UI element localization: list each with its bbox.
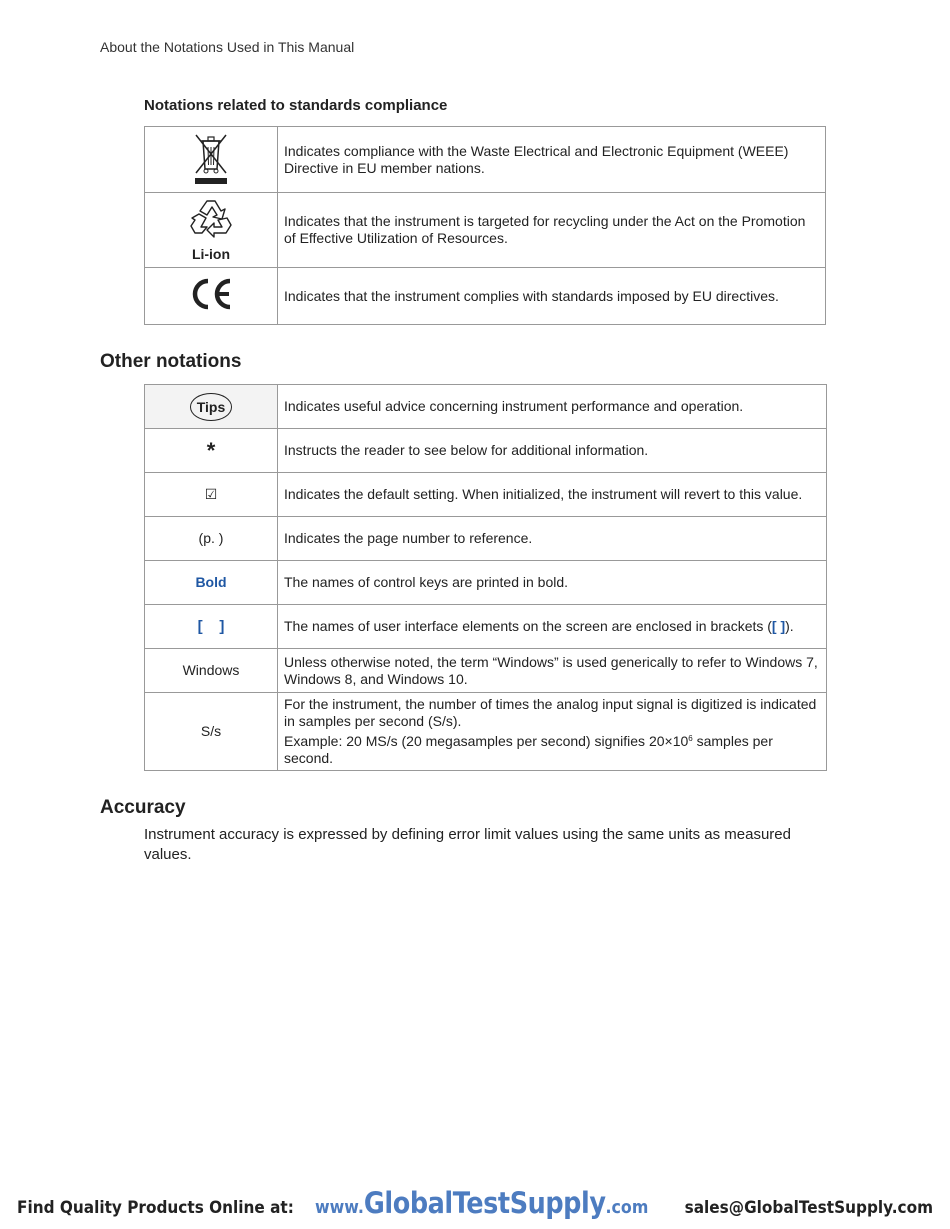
other-notations-heading: Other notations [100,351,242,372]
table-row [145,605,827,649]
table-row [145,268,826,325]
notation-description: Indicates useful advice concerning instrument performance and operation. [278,385,827,429]
asterisk-symbol-cell [145,429,278,473]
table-row [145,127,826,193]
li-ion-label: Li-ion [191,245,231,262]
url-suffix: .com [605,1197,649,1218]
footer-tagline: Find Quality Products Online at: [17,1198,294,1218]
page-ref-symbol: (p. ) [198,530,224,546]
ce-mark-icon [188,277,234,311]
table-row [145,649,827,693]
desc-text: samples per second. [284,733,773,766]
desc-line [284,730,820,767]
bracket-symbol-cell [145,605,278,649]
accuracy-heading: Accuracy [100,797,186,818]
standards-description: Indicates that the instrument complies with standards imposed by EU directives. [278,268,826,325]
notation-description [278,605,827,649]
bold-symbol: Bold [195,574,227,590]
windows-symbol: Windows [182,662,240,678]
url-main: GlobalTestSupply [363,1186,606,1220]
inline-bracket: [ ] [771,618,786,634]
desc-text: The names of user interface elements on the screen are enclosed in brackets ( [284,618,772,634]
page-ref-symbol-cell [145,517,278,561]
footer-website-link[interactable] [315,1186,648,1220]
windows-symbol-cell [145,649,278,693]
weee-symbol-cell [145,127,278,193]
notation-description: Unless otherwise noted, the term “Windows” is used generically to refer to Windows 7, Windows 8, and Windows 10. [278,649,827,693]
notation-description: Indicates the default setting. When initialized, the instrument will revert to this value. [278,473,827,517]
desc-text: Example: 20 MS/s (20 megasamples per second) signifies 20×10 [284,733,689,749]
standards-heading: Notations related to standards compliance [144,97,448,114]
asterisk-icon: * [206,437,216,463]
table-row [145,385,827,429]
checked-box-icon: ☑ [204,486,218,502]
checkbox-symbol-cell [145,473,278,517]
footer [0,1186,950,1226]
running-head: About the Notations Used in This Manual [100,39,355,55]
standards-description: Indicates compliance with the Waste Electrical and Electronic Equipment (WEEE) Directive in EU member nations. [278,127,826,193]
samples-symbol: S/s [200,723,222,739]
table-row [145,193,826,268]
url-prefix: www. [315,1197,364,1218]
notation-description: Instructs the reader to see below for additional information. [278,429,827,473]
footer-email-link[interactable]: sales@GlobalTestSupply.com [684,1198,933,1218]
notation-description: Indicates the page number to reference. [278,517,827,561]
table-row [145,473,827,517]
superscript: 6 [688,734,693,743]
samples-symbol-cell [145,693,278,771]
tips-symbol-cell [145,385,278,429]
notation-description [278,693,827,771]
other-notations-table [144,384,827,771]
bracket-symbol: [ ] [197,618,225,635]
table-row [145,693,827,771]
table-row [145,429,827,473]
ce-symbol-cell [145,268,278,325]
standards-description: Indicates that the instrument is targeted for recycling under the Act on the Promotion of Effective Utilization of Resources. [278,193,826,268]
desc-text: ). [785,618,794,634]
table-row [145,561,827,605]
standards-table [144,126,826,325]
accuracy-text: Instrument accuracy is expressed by defining error limit values using the same units as measured values. [144,826,791,863]
notation-description: The names of control keys are printed in bold. [278,561,827,605]
recycling-symbol-cell [145,193,278,268]
tips-badge: Tips [190,393,233,421]
bold-symbol-cell [145,561,278,605]
recycling-icon [187,198,235,240]
weee-icon [191,131,231,185]
table-row [145,517,827,561]
desc-line: For the instrument, the number of times the analog input signal is digitized is indicated in samples per second (S/s). [284,696,817,729]
